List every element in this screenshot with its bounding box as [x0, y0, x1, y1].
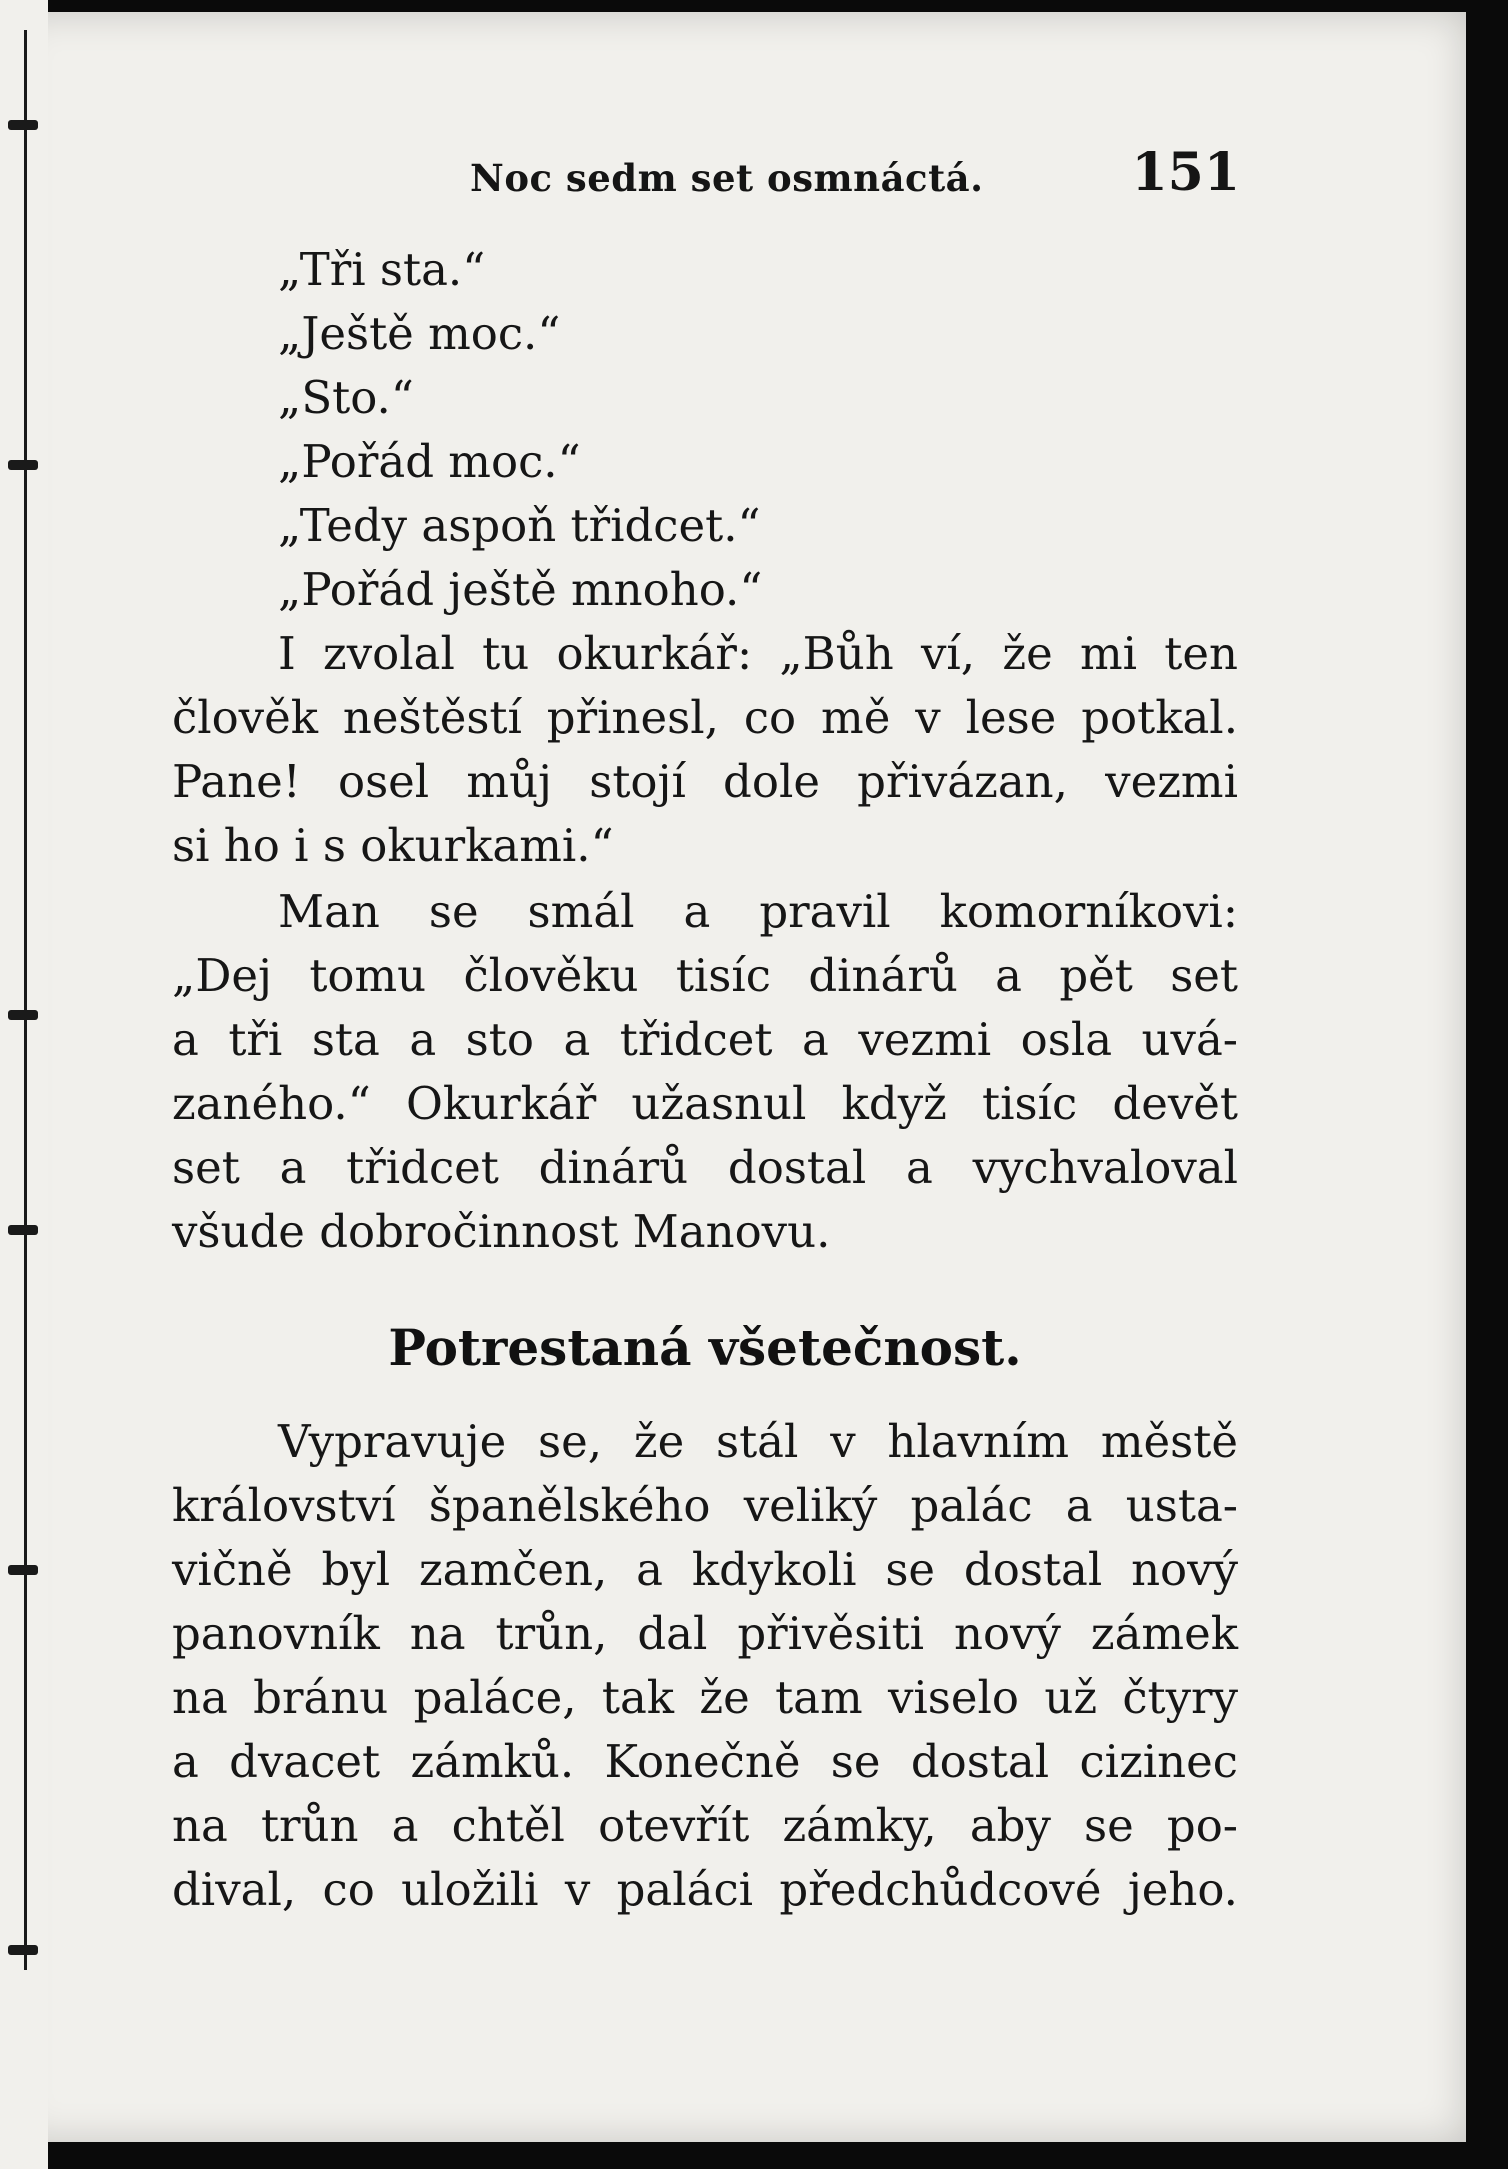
- section-heading: Potrestaná všetečnost.: [388, 1318, 1022, 1377]
- binding-line: [24, 30, 27, 1970]
- paragraph-okurkar: [172, 622, 1238, 878]
- dialogue-line: „Pořád ještě mnoho.“: [278, 563, 763, 616]
- text-line: na trůn a chtěl otevřít zámky, aby se po-: [172, 1799, 1238, 1852]
- binding-mark: [8, 1225, 38, 1235]
- text-line: set a třidcet dinárů dostal a vychvaloval: [172, 1141, 1238, 1194]
- binding-mark: [8, 120, 38, 130]
- binding-mark: [8, 460, 38, 470]
- text-line: „Dej tomu člověku tisíc dinárů a pět set: [172, 949, 1238, 1002]
- dialogue-line: „Ještě moc.“: [278, 307, 561, 360]
- page-binding-edge: [0, 0, 48, 2169]
- text-line: I zvolal tu okurkář: „Bůh ví, že mi ten: [278, 627, 1238, 680]
- text-line: Vypravuje se, že stál v hlavním městě: [278, 1415, 1238, 1468]
- page-number: 151: [1131, 142, 1240, 203]
- text-line: panovník na trůn, dal přivěsiti nový zámek: [172, 1607, 1238, 1660]
- text-line: království španělského veliký palác a usta-: [172, 1479, 1238, 1532]
- dialogue-line: „Tři sta.“: [278, 243, 486, 296]
- paragraph-palace: [172, 1410, 1238, 1922]
- running-title: Noc sedm set osmnáctá.: [470, 156, 984, 200]
- text-line: Pane! osel můj stojí dole přivázan, vezmi: [172, 755, 1238, 808]
- dialogue-line: „Tedy aspoň třidcet.“: [278, 499, 761, 552]
- text-line: a dvacet zámků. Konečně se dostal cizinec: [172, 1735, 1238, 1788]
- text-line: dival, co uložili v paláci předchůdcové jeho.: [172, 1863, 1238, 1916]
- binding-mark: [8, 1565, 38, 1575]
- dialogue-line: „Pořád moc.“: [278, 435, 581, 488]
- dialogue-block: [172, 238, 1238, 622]
- text-line: Man se smál a pravil komorníkovi:: [278, 885, 1238, 938]
- text-line: na bránu paláce, tak že tam viselo už čtyry: [172, 1671, 1238, 1724]
- text-line: zaného.“ Okurkář užasnul když tisíc devět: [172, 1077, 1238, 1130]
- text-line: vičně byl zamčen, a kdykoli se dostal nový: [172, 1543, 1238, 1596]
- paragraph-man: [172, 880, 1238, 1264]
- binding-mark: [8, 1945, 38, 1955]
- dialogue-line: „Sto.“: [278, 371, 414, 424]
- text-line: a tři sta a sto a třidcet a vezmi osla uvá-: [172, 1013, 1238, 1066]
- text-line: člověk neštěstí přinesl, co mě v lese potkal.: [172, 691, 1238, 744]
- running-header: [470, 142, 1240, 210]
- text-line: si ho i s okurkami.“: [172, 819, 614, 872]
- binding-mark: [8, 1010, 38, 1020]
- text-line: všude dobročinnost Manovu.: [172, 1205, 831, 1258]
